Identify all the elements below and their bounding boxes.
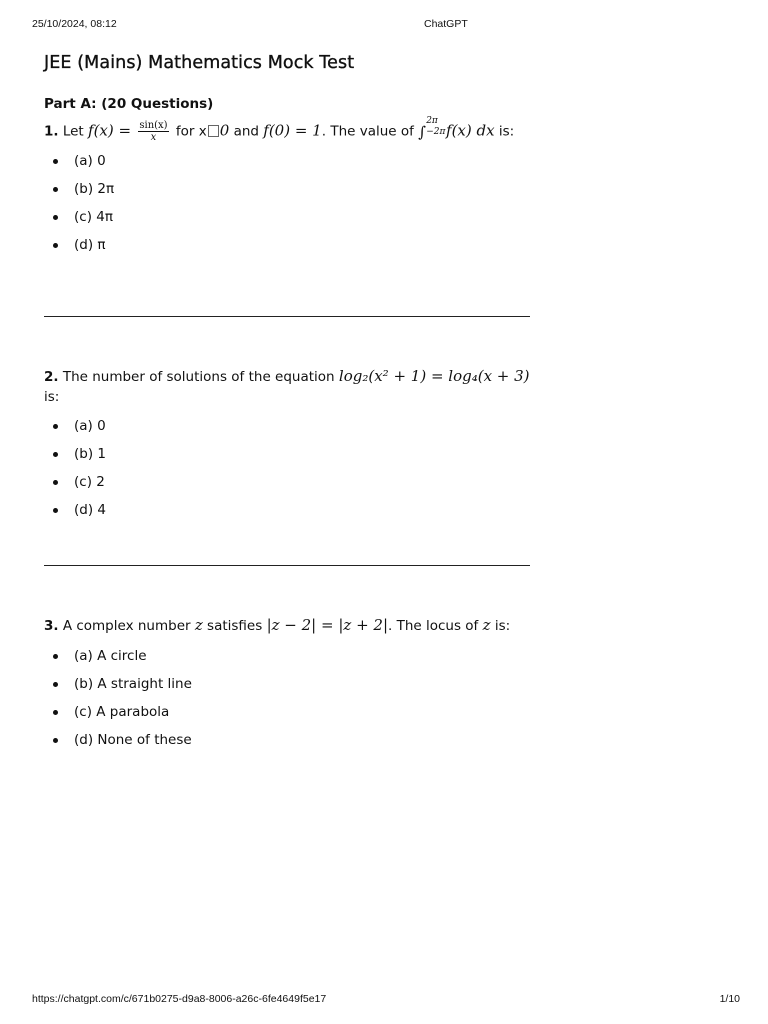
option: [44, 147, 544, 175]
option: [44, 440, 534, 468]
q1-value-of: . The value of: [321, 123, 414, 140]
q1-zero: 0: [219, 121, 230, 140]
q1-f0: f(0) = 1: [263, 121, 322, 140]
bullet-icon: [53, 452, 58, 457]
bullet-icon: [53, 738, 58, 743]
option: [44, 175, 544, 203]
print-footer: [32, 993, 740, 1007]
q1-integral: ∫ 2π −2π: [418, 115, 446, 141]
bullet-icon: [53, 424, 58, 429]
q1-fraction-denominator: x: [150, 132, 157, 143]
option: [44, 412, 534, 440]
bullet-icon: [53, 508, 58, 513]
option-label: (a) 0: [74, 418, 106, 434]
option: [44, 698, 534, 726]
question-3: [44, 615, 534, 754]
divider: [44, 565, 530, 566]
option: [44, 468, 534, 496]
option-label: (c) 2: [74, 474, 105, 490]
bullet-icon: [53, 710, 58, 715]
option-label: (a) A circle: [74, 648, 147, 664]
option: [44, 496, 534, 524]
q2-tail: is:: [44, 389, 60, 405]
q1-integrand: f(x) dx: [446, 121, 495, 140]
option-label: (b) 1: [74, 446, 106, 462]
question-2-options: [44, 412, 534, 524]
print-site-title: ChatGPT: [424, 18, 468, 30]
bullet-icon: [53, 187, 58, 192]
option-label: (d) π: [74, 237, 106, 253]
option-label: (c) A parabola: [74, 704, 170, 720]
question-3-options: [44, 642, 534, 754]
q2-lead: The number of solutions of the equation: [62, 369, 335, 385]
q3-locus: . The locus of: [388, 618, 479, 634]
question-1: [44, 115, 544, 259]
option-label: (b) 2π: [74, 181, 115, 197]
q3-satisfies: satisfies: [207, 618, 263, 634]
q1-is: is:: [498, 123, 515, 140]
bullet-icon: [53, 480, 58, 485]
option-label: (d) None of these: [74, 732, 192, 748]
option: [44, 642, 534, 670]
bullet-icon: [53, 654, 58, 659]
option: [44, 203, 544, 231]
print-datetime: 25/10/2024, 08:12: [32, 18, 117, 30]
q1-integral-upper: 2π: [426, 115, 438, 126]
q2-equation: log₂(x² + 1) = log₄(x + 3): [338, 367, 530, 385]
q1-let: Let: [62, 123, 84, 140]
bullet-icon: [53, 215, 58, 220]
q1-and: and: [233, 123, 259, 140]
question-2: [44, 366, 534, 524]
bullet-icon: [53, 159, 58, 164]
question-3-text: [44, 615, 534, 636]
option: [44, 231, 544, 259]
q3-is: is:: [494, 618, 511, 634]
question-number: 3.: [44, 618, 59, 634]
print-header: [32, 18, 740, 32]
bullet-icon: [53, 243, 58, 248]
q3-equation: |z − 2| = |z + 2|: [266, 616, 388, 634]
option-label: (a) 0: [74, 153, 106, 169]
document-title: JEE (Mains) Mathematics Mock Test: [44, 53, 355, 73]
q1-integral-lower: −2π: [426, 126, 446, 137]
question-1-text: [44, 115, 544, 143]
bullet-icon: [53, 682, 58, 687]
question-2-text: [44, 366, 534, 407]
part-heading: Part A: (20 Questions): [44, 96, 214, 112]
option: [44, 670, 534, 698]
question-number: 2.: [44, 369, 59, 385]
q3-z2: z: [482, 616, 491, 634]
document-body: [44, 50, 544, 259]
q3-z: z: [194, 616, 203, 634]
option-label: (c) 4π: [74, 209, 113, 225]
print-url: https://chatgpt.com/c/671b0275-d9a8-8006-a26c-6fe4649f5e17: [32, 993, 327, 1005]
q3-lead: A complex number: [62, 618, 191, 634]
question-number: 1.: [44, 123, 59, 140]
q1-fx: f(x) =: [88, 121, 132, 140]
option-label: (b) A straight line: [74, 676, 192, 692]
question-1-options: [44, 147, 544, 259]
q1-for-x: for x: [175, 123, 207, 140]
q1-fraction: [138, 120, 168, 143]
option-label: (d) 4: [74, 502, 106, 518]
q1-fraction-numerator: sin(x): [139, 120, 168, 131]
missing-glyph-icon: [208, 125, 219, 137]
divider: [44, 316, 530, 317]
print-page-indicator: 1/10: [719, 993, 740, 1005]
option: [44, 726, 534, 754]
